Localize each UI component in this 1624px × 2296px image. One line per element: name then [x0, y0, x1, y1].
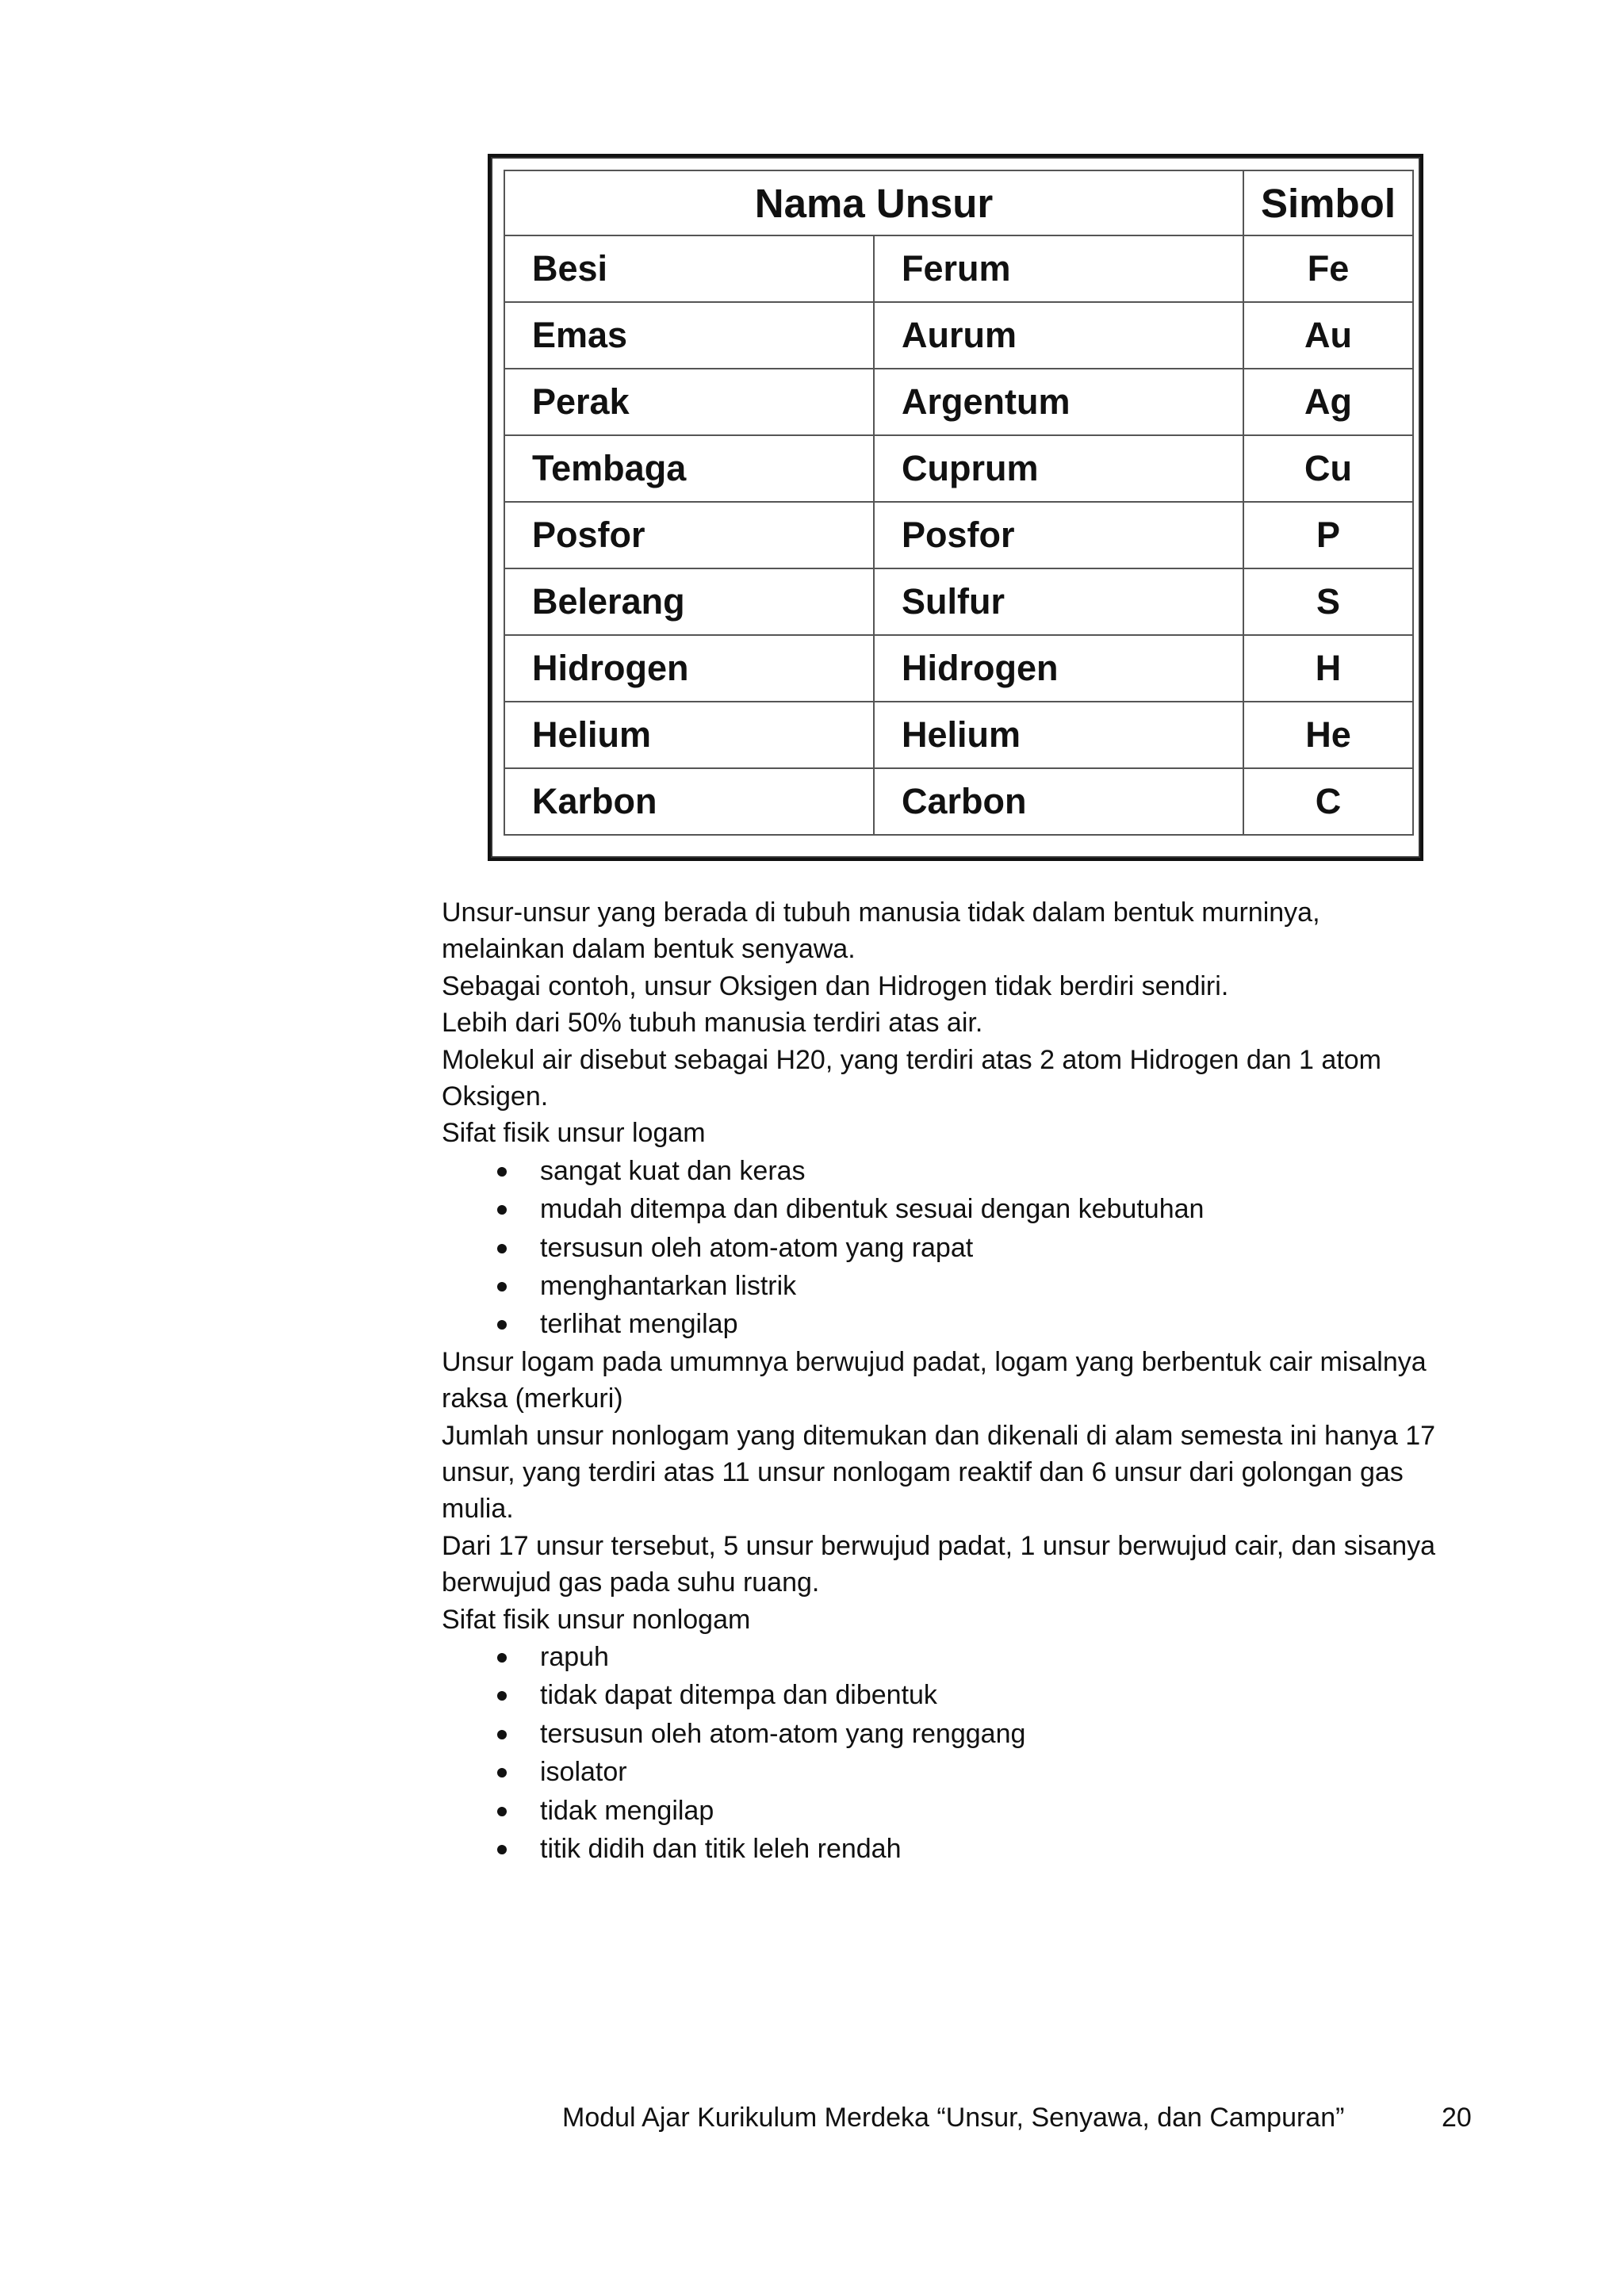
indonesian-name: Karbon [504, 768, 874, 835]
element-table-figure [488, 154, 1423, 861]
bullet-icon [497, 1845, 507, 1854]
list-item [442, 1190, 1488, 1228]
latin-name: Argentum [874, 369, 1243, 435]
element-symbol: Cu [1243, 435, 1413, 502]
page-number: 20 [1442, 2103, 1472, 2133]
paragraph-line: Unsur-unsur yang berada di tubuh manusia tidak dalam bentuk murninya, [442, 897, 1320, 928]
latin-name: Posfor [874, 502, 1243, 568]
list-item [442, 1753, 1488, 1791]
list-item [442, 1676, 1488, 1714]
paragraph-line: Unsur logam pada umumnya berwujud padat, logam yang berbentuk cair misalnya [442, 1346, 1427, 1377]
list-item-text: tidak mengilap [540, 1795, 714, 1826]
bullet-icon [497, 1653, 507, 1663]
bullet-icon [497, 1205, 507, 1215]
element-symbol: H [1243, 635, 1413, 702]
list-item-text: sangat kuat dan keras [540, 1155, 806, 1186]
list-item [442, 1830, 1488, 1868]
list-item-text: terlihat mengilap [540, 1309, 738, 1340]
latin-name: Aurum [874, 302, 1243, 369]
element-symbol: P [1243, 502, 1413, 568]
paragraph-line: Sebagai contoh, unsur Oksigen dan Hidrogen tidak berdiri sendiri. [442, 970, 1229, 1001]
paragraph-line: unsur, yang terdiri atas 11 unsur nonlogam reaktif dan 6 unsur dari golongan gas [442, 1457, 1404, 1488]
bullet-icon [497, 1768, 507, 1777]
table-row [504, 435, 1413, 502]
footer-title: Modul Ajar Kurikulum Merdeka “Unsur, Senyawa, dan Campuran” [562, 2103, 1345, 2133]
paragraph-line: berwujud gas pada suhu ruang. [442, 1567, 820, 1598]
paragraph-line: raksa (merkuri) [442, 1383, 623, 1414]
latin-name: Cuprum [874, 435, 1243, 502]
list-item-text: isolator [540, 1757, 627, 1788]
indonesian-name: Emas [504, 302, 874, 369]
element-symbol: C [1243, 768, 1413, 835]
element-symbol: Au [1243, 302, 1413, 369]
bullet-icon [497, 1167, 507, 1177]
nonmetal-properties-heading: Sifat fisik unsur nonlogam [442, 1604, 751, 1635]
latin-name: Helium [874, 702, 1243, 768]
list-item-text: tersusun oleh atom-atom yang renggang [540, 1718, 1026, 1749]
element-symbol: Ag [1243, 369, 1413, 435]
list-item [442, 1792, 1488, 1830]
bullet-icon [497, 1244, 507, 1253]
paragraph-line: melainkan dalam bentuk senyawa. [442, 934, 856, 965]
metal-properties-heading: Sifat fisik unsur logam [442, 1118, 706, 1149]
list-item-text: tersusun oleh atom-atom yang rapat [540, 1232, 974, 1263]
latin-name: Sulfur [874, 568, 1243, 635]
table-row [504, 702, 1413, 768]
table-row [504, 369, 1413, 435]
metal-properties-list [442, 1152, 1488, 1344]
latin-name: Hidrogen [874, 635, 1243, 702]
list-item-text: titik didih dan titik leleh rendah [540, 1834, 902, 1864]
indonesian-name: Perak [504, 369, 874, 435]
bullet-icon [497, 1320, 507, 1330]
element-table [504, 170, 1414, 836]
bullet-icon [497, 1282, 507, 1292]
indonesian-name: Belerang [504, 568, 874, 635]
paragraph-line: Jumlah unsur nonlogam yang ditemukan dan dikenali di alam semesta ini hanya 17 [442, 1420, 1436, 1451]
indonesian-name: Posfor [504, 502, 874, 568]
list-item-text: rapuh [540, 1642, 609, 1673]
list-item [442, 1305, 1488, 1343]
indonesian-name: Tembaga [504, 435, 874, 502]
indonesian-name: Besi [504, 235, 874, 302]
table-row [504, 502, 1413, 568]
paragraph-line: Oksigen. [442, 1081, 549, 1112]
bullet-icon [497, 1730, 507, 1739]
table-header-row [504, 170, 1413, 235]
table-row [504, 235, 1413, 302]
list-item [442, 1229, 1488, 1267]
indonesian-name: Helium [504, 702, 874, 768]
list-item-text: tidak dapat ditempa dan dibentuk [540, 1680, 937, 1711]
indonesian-name: Hidrogen [504, 635, 874, 702]
body-text [442, 894, 1488, 1868]
table-row [504, 568, 1413, 635]
nonmetal-properties-list [442, 1638, 1488, 1868]
list-item-text: mudah ditempa dan dibentuk sesuai dengan kebutuhan [540, 1194, 1205, 1225]
paragraph-line: Molekul air disebut sebagai H20, yang terdiri atas 2 atom Hidrogen dan 1 atom [442, 1044, 1382, 1075]
paragraph-line: Dari 17 unsur tersebut, 5 unsur berwujud padat, 1 unsur berwujud cair, dan sisanya [442, 1530, 1436, 1561]
latin-name: Carbon [874, 768, 1243, 835]
latin-name: Ferum [874, 235, 1243, 302]
header-element-name: Nama Unsur [504, 170, 1243, 235]
list-item [442, 1267, 1488, 1305]
table-row [504, 768, 1413, 835]
element-symbol: S [1243, 568, 1413, 635]
paragraph-line: Lebih dari 50% tubuh manusia terdiri atas air. [442, 1008, 983, 1039]
header-symbol: Simbol [1243, 170, 1413, 235]
bullet-icon [497, 1691, 507, 1701]
element-symbol: He [1243, 702, 1413, 768]
table-row [504, 302, 1413, 369]
bullet-icon [497, 1807, 507, 1816]
list-item [442, 1152, 1488, 1190]
element-symbol: Fe [1243, 235, 1413, 302]
table-row [504, 635, 1413, 702]
list-item [442, 1715, 1488, 1753]
list-item-text: menghantarkan listrik [540, 1271, 797, 1302]
paragraph-line: mulia. [442, 1494, 514, 1525]
list-item [442, 1638, 1488, 1676]
